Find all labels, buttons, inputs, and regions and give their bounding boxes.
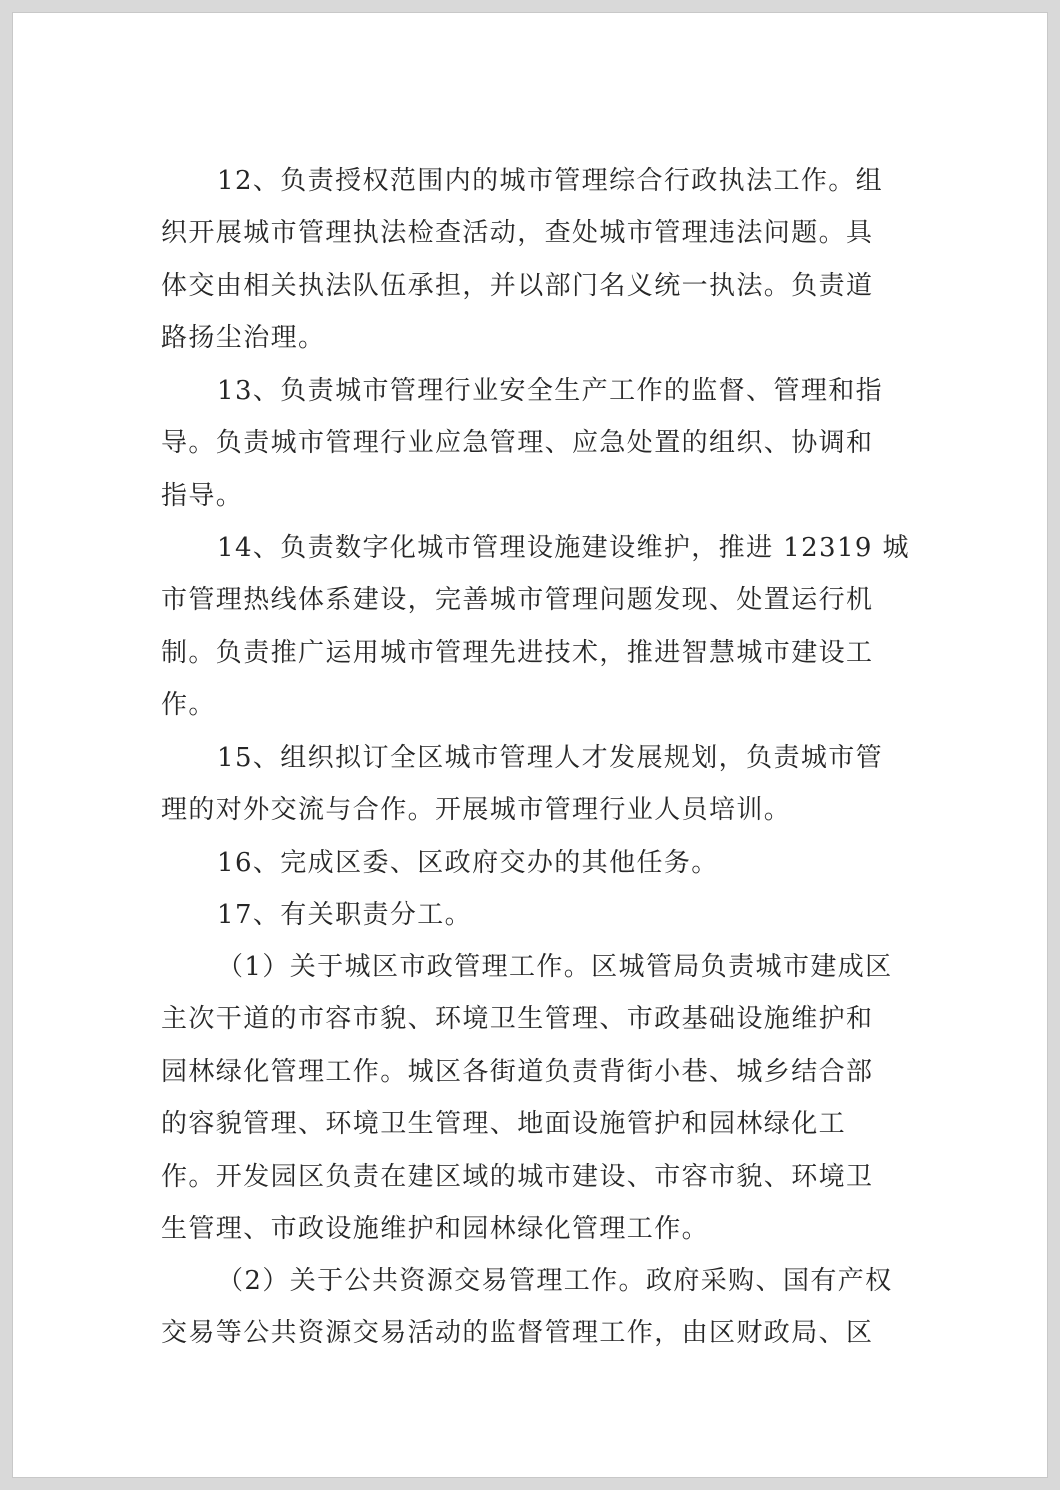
paragraph-sub-item-1: [161, 941, 901, 1255]
text-line: 指导。: [161, 480, 244, 511]
paragraph-item-15: [161, 732, 901, 837]
text-line: （2）关于公共资源交易管理工作。政府采购、国有产权: [217, 1266, 893, 1296]
paragraph-item-17: [161, 889, 901, 941]
text-line: 导。负责城市管理行业应急管理、应急处置的组织、协调和: [161, 428, 874, 459]
text-line: 作。: [161, 690, 216, 721]
text-line: 13、负责城市管理行业安全生产工作的监督、管理和指: [217, 376, 884, 406]
text-line: 制。负责推广运用城市管理先进技术，推进智慧城市建设工: [161, 637, 874, 668]
text-line: 织开展城市管理执法检查活动，查处城市管理违法问题。具: [161, 218, 874, 249]
text-line: 体交由相关执法队伍承担，并以部门名义统一执法。负责道: [161, 270, 874, 301]
paragraph-item-16: [161, 837, 901, 889]
document-page: [12, 12, 1048, 1478]
text-line: 17、有关职责分工。: [217, 900, 473, 930]
paragraph-sub-item-2: [161, 1255, 901, 1360]
text-line: 15、组织拟订全区城市管理人才发展规划，负责城市管: [217, 743, 884, 773]
text-line: 市管理热线体系建设，完善城市管理问题发现、处置运行机: [161, 585, 874, 616]
text-line: 16、完成区委、区政府交办的其他任务。: [217, 848, 719, 878]
text-line: 主次干道的市容市貌、环境卫生管理、市政基础设施维护和: [161, 1004, 874, 1035]
text-line: 路扬尘治理。: [161, 323, 326, 354]
text-line: 生管理、市政设施维护和园林绿化管理工作。: [161, 1214, 710, 1245]
paragraph-item-12: [161, 155, 901, 365]
text-line: 理的对外交流与合作。开展城市管理行业人员培训。: [161, 795, 792, 826]
text-line: 园林绿化管理工作。城区各街道负责背街小巷、城乡结合部: [161, 1056, 874, 1087]
text-line: （1）关于城区市政管理工作。区城管局负责城市建成区: [217, 952, 893, 982]
paragraph-item-14: [161, 522, 910, 732]
text-line: 交易等公共资源交易活动的监督管理工作，由区财政局、区: [161, 1318, 874, 1349]
paragraph-item-13: [161, 365, 901, 522]
text-line: 的容貌管理、环境卫生管理、地面设施管护和园林绿化工: [161, 1109, 847, 1140]
text-line: 作。开发园区负责在建区域的城市建设、市容市貌、环境卫: [161, 1161, 874, 1192]
text-line: 14、负责数字化城市管理设施建设维护，推进 12319 城: [217, 533, 910, 563]
text-line: 12、负责授权范围内的城市管理综合行政执法工作。组: [217, 166, 884, 196]
